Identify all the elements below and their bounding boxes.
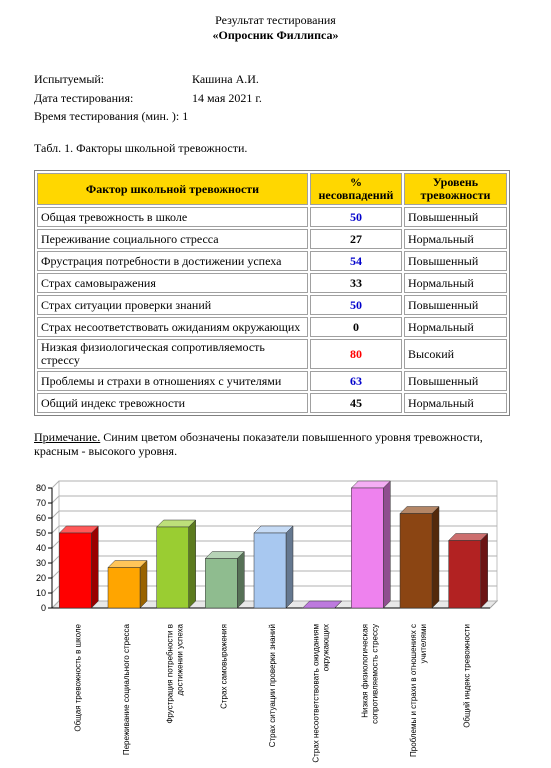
bar-top [205, 552, 244, 559]
bar-top [303, 601, 342, 608]
percent-cell: 27 [310, 229, 402, 249]
x-tick-label: Переживание социального стресса [122, 624, 131, 756]
header-factor: Фактор школьной тревожности [37, 173, 308, 205]
bar-top [254, 526, 293, 533]
report-title: Результат тестирования [215, 13, 336, 27]
level-cell: Повышенный [404, 207, 507, 227]
factor-cell: Переживание социального стресса [37, 229, 308, 249]
info-row-date [34, 91, 262, 105]
gridline-diagonal [52, 586, 59, 593]
factor-cell: Страх ситуации проверки знаний [37, 295, 308, 315]
gridline-diagonal [52, 556, 59, 563]
x-tick-label: Фрустрация потребности в [165, 624, 175, 724]
info-value: Кашина А.И. [192, 72, 259, 86]
bar-top [351, 481, 390, 488]
header-level: Уровень тревожности [404, 173, 507, 205]
bar [157, 527, 189, 608]
gridline-diagonal [52, 496, 59, 503]
gridline-diagonal [52, 526, 59, 533]
bar-side [432, 507, 439, 609]
factor-cell: Низкая физиологическая сопротивляемость стрессу [37, 339, 308, 369]
bar [351, 488, 383, 608]
factor-cell: Общий индекс тревожности [37, 393, 308, 413]
factors-bar-chart [0, 455, 551, 768]
bar-top [157, 520, 196, 527]
percent-cell: 45 [310, 393, 402, 413]
bar-side [91, 526, 98, 608]
y-tick-label: 20 [35, 573, 46, 583]
y-tick-label: 40 [35, 543, 46, 553]
x-tick-label: Общая тревожность в школе [73, 624, 83, 732]
header-percent: % несовпадений [310, 173, 402, 205]
level-cell: Нормальный [404, 317, 507, 337]
y-tick-label: 0 [40, 603, 46, 613]
x-tick-label: окружающих [321, 624, 331, 672]
percent-cell: 0 [310, 317, 402, 337]
note [34, 430, 524, 458]
y-tick-label: 50 [35, 528, 46, 538]
level-cell: Нормальный [404, 229, 507, 249]
bar-top [108, 561, 147, 568]
table-row [37, 251, 507, 271]
gridline-diagonal [52, 571, 59, 578]
table-row [37, 207, 507, 227]
info-row-subject [34, 72, 259, 86]
note-text: Синим цветом обозначены показатели повышенного уровня тревожности, красным - высокого уровня. [34, 430, 483, 458]
y-tick-label: 30 [35, 558, 46, 568]
table-row [37, 229, 507, 249]
bar-side [237, 552, 244, 609]
factor-cell: Страх несоответствовать ожиданиям окружающих [37, 317, 308, 337]
factor-cell: Страх самовыражения [37, 273, 308, 293]
y-tick-label: 10 [35, 588, 46, 598]
gridline-diagonal [52, 541, 59, 548]
percent-cell: 50 [310, 207, 402, 227]
x-tick-label: достижении успеха [175, 624, 185, 696]
bar [59, 533, 91, 608]
factors-table [34, 170, 510, 416]
bar-side [383, 481, 390, 608]
note-label: Примечание. [34, 430, 101, 444]
y-tick-label: 60 [35, 513, 46, 523]
table-row [37, 317, 507, 337]
x-tick-label: учителями [419, 624, 428, 664]
info-value: 14 мая 2021 г. [192, 91, 262, 105]
factor-cell: Фрустрация потребности в достижении успеха [37, 251, 308, 271]
level-cell: Повышенный [404, 371, 507, 391]
percent-cell: 54 [310, 251, 402, 271]
x-tick-label: Низкая физиологическая [360, 624, 370, 718]
y-tick-label: 80 [35, 483, 46, 493]
level-cell: Нормальный [404, 393, 507, 413]
info-row-duration [34, 109, 188, 123]
bar [400, 514, 432, 609]
gridline-diagonal [52, 481, 59, 488]
bar-top [59, 526, 98, 533]
table-caption: Табл. 1. Факторы школьной тревожности. [34, 141, 248, 155]
bar-side [140, 561, 147, 609]
info-label: Дата тестирования: [34, 91, 134, 105]
table-row [37, 273, 507, 293]
bar [205, 559, 237, 609]
x-tick-label: Проблемы и страхи в отношениях с [409, 624, 418, 757]
table-row [37, 295, 507, 315]
questionnaire-name: «Опросник Филлипса» [212, 28, 339, 42]
bar-side [286, 526, 293, 608]
table-row [37, 339, 507, 369]
level-cell: Высокий [404, 339, 507, 369]
bar-side [481, 534, 488, 609]
bar-top [400, 507, 439, 514]
bar [449, 541, 481, 609]
table-row [37, 371, 507, 391]
x-tick-label: Страх самовыражения [219, 624, 229, 709]
x-tick-label: Общий индекс тревожности [462, 624, 472, 728]
y-tick-label: 70 [35, 498, 46, 508]
factor-cell: Общая тревожность в школе [37, 207, 308, 227]
x-tick-label: сопротивляемость стрессу [370, 624, 380, 724]
level-cell: Повышенный [404, 251, 507, 271]
percent-cell: 50 [310, 295, 402, 315]
bar [108, 568, 140, 609]
percent-cell: 33 [310, 273, 402, 293]
percent-cell: 63 [310, 371, 402, 391]
level-cell: Нормальный [404, 273, 507, 293]
factor-cell: Проблемы и страхи в отношениях с учителями [37, 371, 308, 391]
bar-top [449, 534, 488, 541]
gridline-diagonal [52, 511, 59, 518]
level-cell: Повышенный [404, 295, 507, 315]
table-header-row [37, 173, 507, 205]
info-value: 1 [182, 109, 189, 123]
table-row [37, 393, 507, 413]
percent-cell: 80 [310, 339, 402, 369]
x-tick-label: Страх несоответствовать ожиданиям [311, 624, 321, 763]
bar [254, 533, 286, 608]
info-label: Время тестирования (мин. ): [34, 109, 180, 123]
x-tick-label: Страх ситуации проверки знаний [268, 624, 277, 748]
bar-side [189, 520, 196, 608]
info-label: Испытуемый: [34, 72, 105, 86]
